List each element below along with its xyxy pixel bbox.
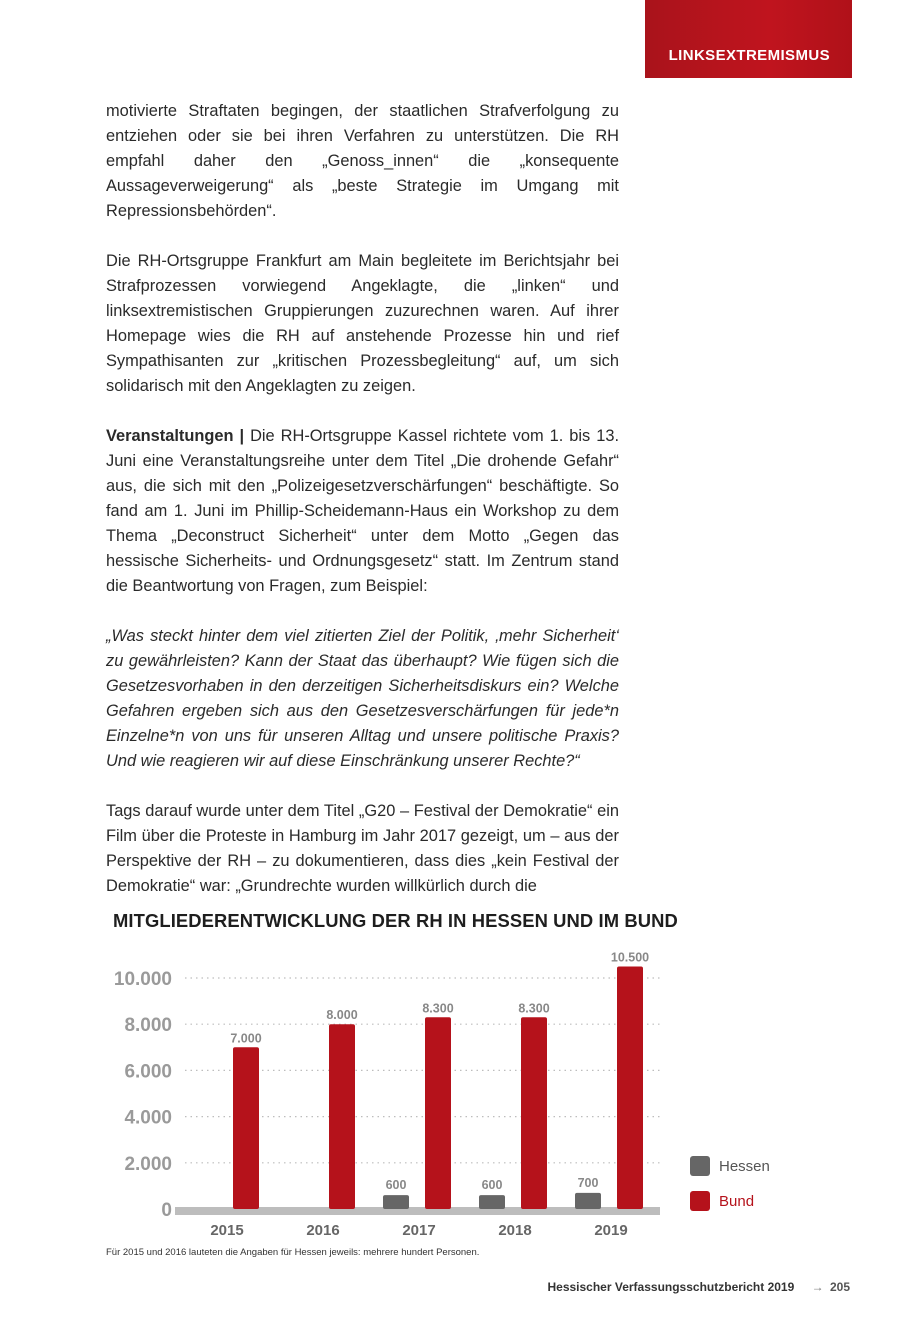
footnote: Für 2015 und 2016 lauteten die Angaben für Hessen jeweils: mehrere hundert Personen.: [106, 1247, 480, 1258]
section-tab: [645, 0, 852, 78]
legend-item-bund: [690, 1190, 770, 1212]
x-tick-label: 2016: [306, 1222, 340, 1239]
paragraph-3: [106, 424, 619, 599]
legend-swatch-hessen: [690, 1156, 710, 1176]
data-label-bund: 8.000: [326, 1008, 358, 1023]
paragraph-3-text: Die RH-Ortsgruppe Kassel richtete vom 1. bis 13. Juni eine Veranstaltungsreihe unter dem Titel „Die drohende Gefahr“ aus, die sich mit den „Polizeigesetzverschärfungen“ beschäftigte. So fand am 1. Juni im Phillip-Scheidemann-Haus ein Workshop zu dem Thema „Deconstruct Sicherheit“ unter dem Motto „Gegen das hessische Sicherheits- und Ordnungsgesetz“ statt. Im Zentrum stand die Beantwortung von Fragen, zum Beispiel:: [106, 427, 620, 595]
y-tick-label: 8.000: [124, 1015, 172, 1037]
data-label-hessen: 600: [481, 1178, 503, 1193]
x-tick-label: 2015: [210, 1222, 244, 1239]
members-bar-chart: [100, 945, 670, 1245]
bar-bund: [617, 966, 643, 1209]
bar-hessen: [479, 1195, 505, 1209]
data-label-hessen: 700: [577, 1175, 599, 1190]
chart-legend: [690, 1155, 770, 1225]
bar-bund: [329, 1024, 355, 1209]
x-tick-label: 2017: [402, 1222, 436, 1239]
footer-source: Hessischer Verfassungsschutzbericht 2019: [547, 1280, 795, 1294]
data-label-bund: 7.000: [230, 1031, 262, 1046]
y-tick-label: 4.000: [124, 1107, 172, 1129]
bar-bund: [521, 1017, 547, 1209]
body-text: [106, 99, 619, 924]
arrow-right-icon: →: [811, 1280, 824, 1294]
legend-label-bund: Bund: [719, 1192, 755, 1210]
paragraph-2: Die RH-Ortsgruppe Frankfurt am Main begleitete im Berichtsjahr bei Strafprozessen vorwiegend Angeklagte, die „linken“ und linksextremistischen Gruppierungen zuzurechnen waren. Auf ihrer Homepage wies die RH auf anstehende Prozesse hin und rief Sympathisanten zur „kritischen Prozessbegleitung“ auf, um sich solidarisch mit den Angeklagten zu zeigen.: [106, 252, 619, 395]
legend-swatch-bund: [690, 1191, 710, 1211]
y-tick-label: 0: [161, 1200, 172, 1221]
data-label-bund: 8.300: [518, 1001, 550, 1016]
bar-hessen: [383, 1195, 409, 1209]
x-tick-label: 2018: [498, 1222, 532, 1239]
data-label-bund: 8.300: [422, 1001, 454, 1016]
paragraph-1: motivierte Straftaten begingen, der staatlichen Strafverfolgung zu entziehen oder sie bei ihren Verfahren zu unterstützen. Die RH empfahl daher den „Genoss_innen“ die „konsequente Aussageverweigerung“ als „beste Strategie im Umgang mit Repressionsbehörden“.: [106, 102, 619, 220]
y-tick-label: 10.000: [113, 969, 172, 990]
x-tick-label: 2019: [594, 1222, 628, 1239]
quote: „Was steckt hinter dem viel zitierten Ziel der Politik, ‚mehr Sicherheit‘ zu gewährleisten? Kann der Staat das überhaupt? Wie fügen sich die Gesetzesvorhaben in den derzeitigen Sicherheitsdiskurs ein? Welche Gefahren ergeben sich aus den Gesetzesverschärfungen für jede*n Einzelne*n von uns für unseren Alltag und unsere politische Praxis? Und wie reagieren wir auf diese Einschränkung unserer Rechte?“: [106, 627, 619, 770]
bar-bund: [425, 1017, 451, 1209]
bar-bund: [233, 1047, 259, 1209]
legend-label-hessen: Hessen: [719, 1157, 770, 1175]
legend-item-hessen: [690, 1155, 770, 1177]
data-label-bund: 10.500: [610, 950, 650, 965]
page-footer: [547, 1280, 850, 1294]
y-tick-label: 2.000: [124, 1153, 172, 1175]
paragraph-3-lead: Veranstaltungen |: [106, 427, 245, 445]
section-title: LINKSEXTREMISMUS: [668, 47, 830, 64]
y-tick-label: 6.000: [124, 1061, 172, 1083]
page-number: 205: [829, 1280, 850, 1294]
bar-hessen: [575, 1193, 601, 1209]
chart-title: MITGLIEDERENTWICKLUNG DER RH IN HESSEN UND IM BUND: [113, 910, 678, 931]
data-label-hessen: 600: [385, 1178, 407, 1193]
paragraph-4: Tags darauf wurde unter dem Titel „G20 – Festival der Demokratie“ ein Film über die Proteste in Hamburg im Jahr 2017 gezeigt, um – aus der Perspektive der RH – zu dokumentieren, dass dies „kein Festival der Demokratie“ war: „Grundrechte wurden willkürlich durch die: [106, 802, 619, 895]
